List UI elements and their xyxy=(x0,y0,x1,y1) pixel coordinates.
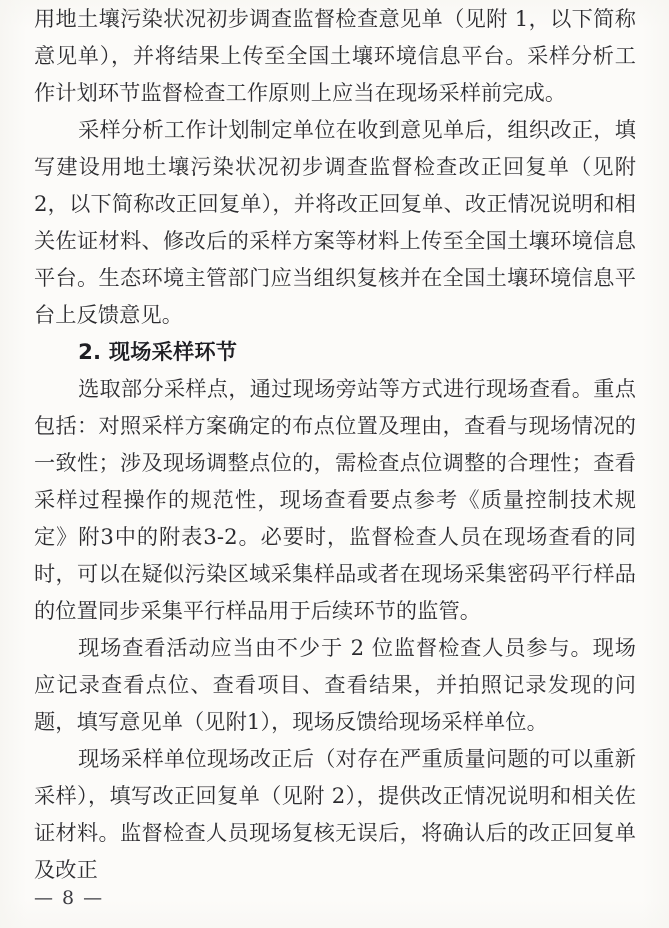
paragraph-inspector-count-and-records: 现场查看活动应当由不少于 2 位监督检查人员参与。现场应记录查看点位、查看项目、查看结果，并拍照记录发现的问题，填写意见单（见附1），现场反馈给现场采样单位。 xyxy=(34,635,636,734)
paragraph-correction-reply-sheet: 采样分析工作计划制定单位在收到意见单后，组织改正，填写建设用地土壤污染状况初步调查监督检查改正回复单（见附 2，以下简称改正回复单），并将改正回复单、改正情况说明和相关佐证材料、修改后的采样方案等材料上传至全国土壤环境信息平台。生态环境主管部门应当组织复核并在全国土壤环境信息平台上反馈意见。 xyxy=(34,117,636,327)
section-heading-on-site-sampling: 2. 现场采样环节 xyxy=(78,339,238,364)
page-number-footer: — 8 — xyxy=(34,887,104,909)
document-body xyxy=(34,0,636,880)
paragraph-sampling-unit-correction: 现场采样单位现场改正后（对存在严重质量问题的可以重新采样），填写改正回复单（见附 2），提供改正情况说明和相关佐证材料。监督检查人员现场复核无误后，将确认后的改正回复单及改正 xyxy=(34,746,636,882)
paragraph-on-site-inspection-points: 选取部分采样点，通过现场旁站等方式进行现场查看。重点包括：对照采样方案确定的布点位置及理由，查看与现场情况的一致性；涉及现场调整点位的，需检查点位调整的合理性；查看采样过程操作的规范性，现场查看要点参考《质量控制技术规定》附3中的附表3-2。必要时，监督检查人员在现场查看的同时，可以在疑似污染区域采集样品或者在现场采集密码平行样品的位置同步采集平行样品用于后续环节的监管。 xyxy=(34,376,636,623)
paragraph-continuation-opinion-sheet: 用地土壤污染状况初步调查监督检查意见单（见附 1，以下简称意见单），并将结果上传至全国土壤环境信息平台。采样分析工作计划环节监督检查工作原则上应当在现场采样前完成。 xyxy=(34,6,636,105)
